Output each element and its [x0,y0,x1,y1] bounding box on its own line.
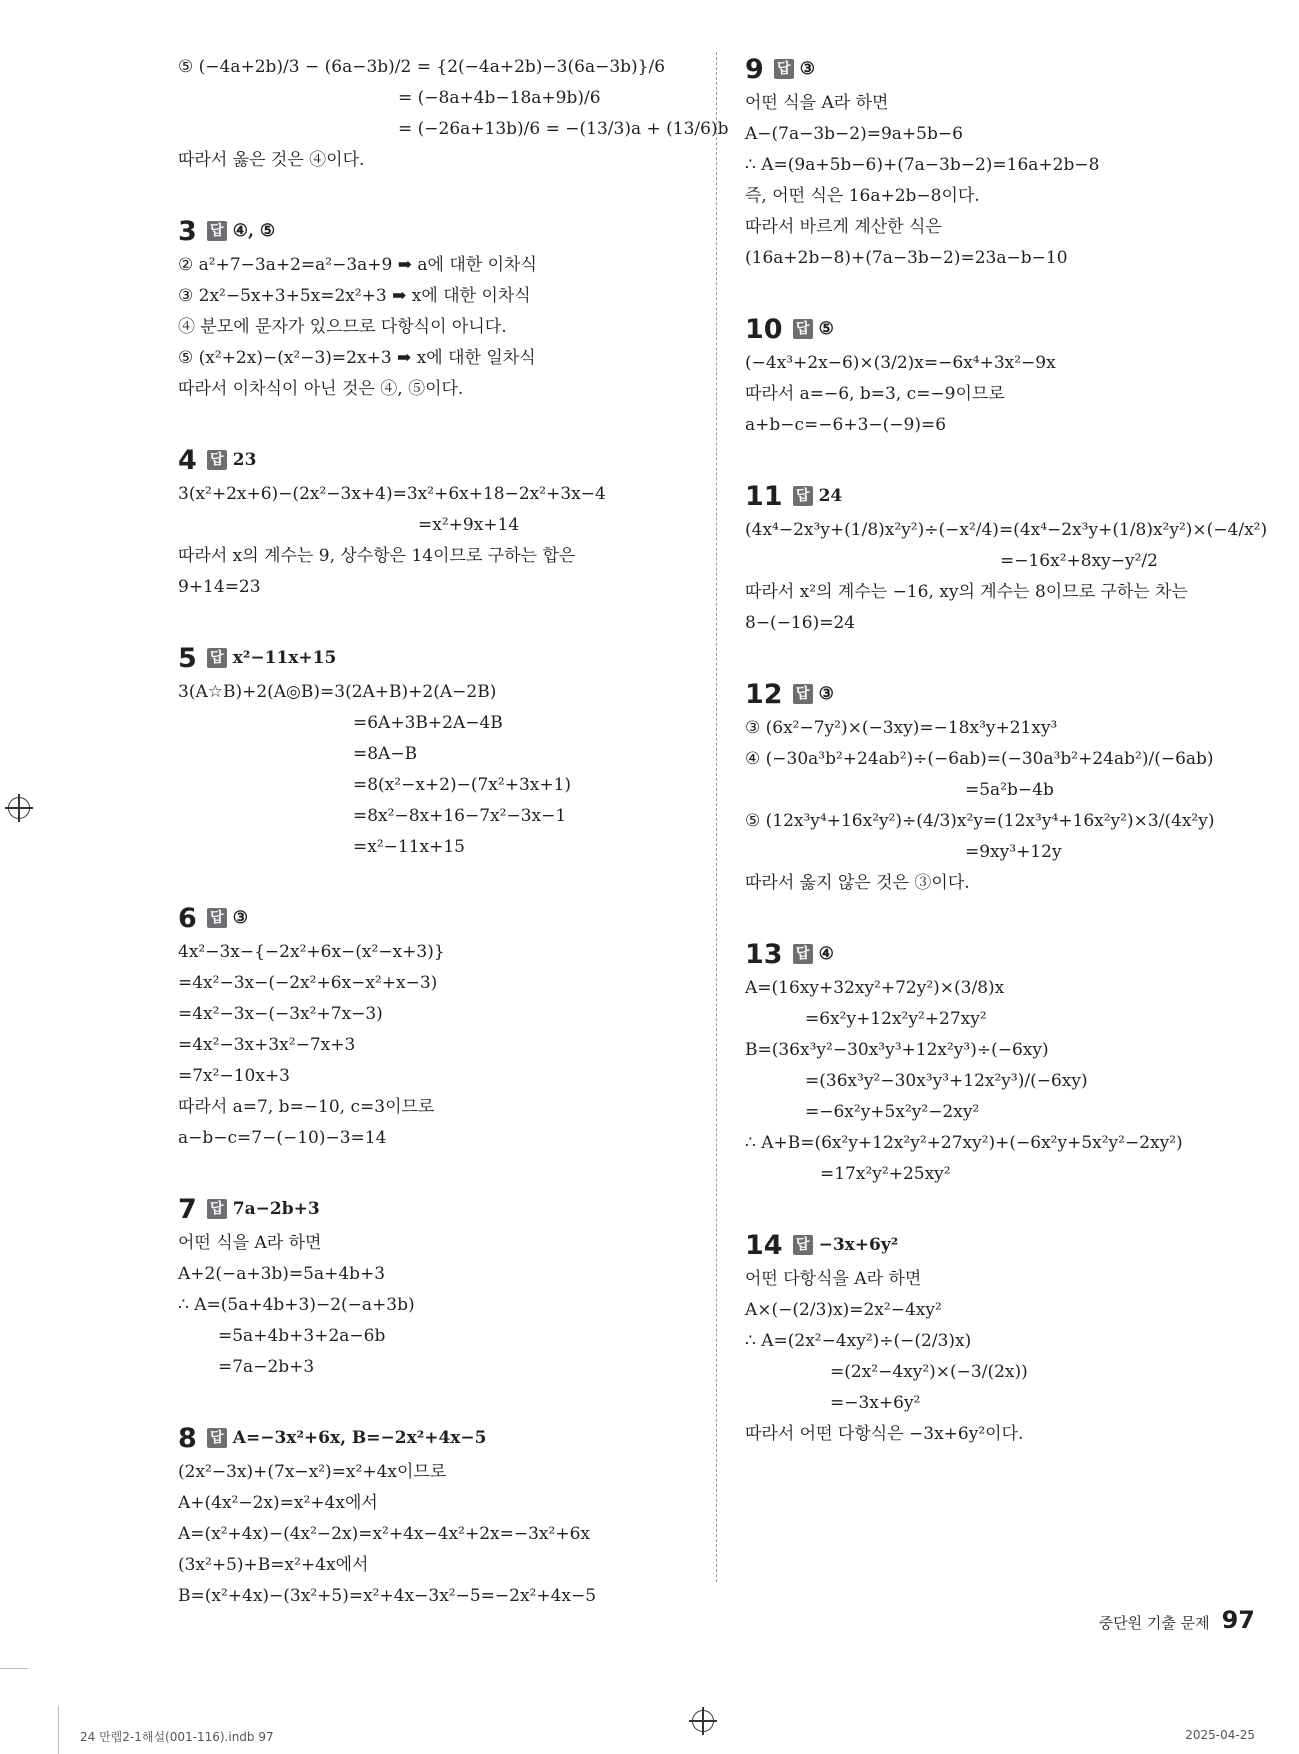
problem-number: 6 [178,902,197,934]
answer-badge: 답 [774,59,794,79]
problem-10 [745,312,1275,441]
page-number: 97 [1221,1606,1255,1634]
solution-line: 따라서 옳지 않은 것은 ③이다. [745,873,970,893]
answer-badge: 답 [793,319,813,339]
right-column [745,52,1275,1488]
solution-line: =5a+4b+3+2a−6b [218,1326,386,1346]
problem-number: 12 [745,678,783,710]
solution-line: 따라서 a=−6, b=3, c=−9이므로 [745,384,1005,404]
solution-line: =x²−11x+15 [353,837,465,857]
solution-line: ⑤ (x²+2x)−(x²−3)=2x+3 ➡ x에 대한 일차식 [178,348,536,368]
solution-line: =7a−2b+3 [218,1357,315,1377]
column-divider [716,52,717,1582]
answer-badge: 답 [793,684,813,704]
problem-header [745,1228,1275,1262]
solution-line: 따라서 a=7, b=−10, c=3이므로 [178,1097,435,1117]
problem-header [178,641,698,675]
print-slug-file: 24 만렙2-1해설(001-116).indb 97 [80,1730,274,1744]
solution-line: =−6x²y+5x²y²−2xy² [805,1102,980,1122]
solution-line: ∴ A=(9a+5b−6)+(7a−3b−2)=16a+2b−8 [745,155,1100,175]
answer-badge: 답 [793,944,813,964]
solution-line: =4x²−3x−(−2x²+6x−x²+x−3) [178,973,438,993]
solution-line: ∴ A=(5a+4b+3)−2(−a+3b) [178,1295,415,1315]
problem-header [745,479,1275,513]
answer-text: ④ [818,944,834,964]
solution-line: ∴ A=(2x²−4xy²)÷(−(2/3)x) [745,1331,972,1351]
solution-line: =6x²y+12x²y²+27xy² [805,1009,987,1029]
solution-line: 따라서 바르게 계산한 식은 [745,217,942,237]
problem-header [745,312,1275,346]
solution-line: =4x²−3x−(−3x²+7x−3) [178,1004,383,1024]
problem-5 [178,641,698,863]
solution-line: ③ 2x²−5x+3+5x=2x²+3 ➡ x에 대한 이차식 [178,286,531,306]
problem-number: 7 [178,1193,197,1225]
problem-number: 10 [745,313,783,345]
problem-header [178,1192,698,1226]
problem-11 [745,479,1275,639]
solution-line: =6A+3B+2A−4B [353,713,503,733]
solution-line: =5a²b−4b [965,780,1054,800]
solution-line: A+(4x²−2x)=x²+4x에서 [178,1493,378,1513]
solution-line: 8−(−16)=24 [745,613,856,633]
problem-4 [178,443,698,603]
solution-line: = (−8a+4b−18a+9b)/6 [398,88,601,108]
solution-line: 따라서 옳은 것은 ④이다. [178,150,365,170]
answer-text: x²−11x+15 [232,648,337,668]
solution-line: ④ 분모에 문자가 있으므로 다항식이 아니다. [178,317,507,337]
solution-line: A×(−(2/3)x)=2x²−4xy² [745,1300,942,1320]
solution-line: 4x²−3x−{−2x²+6x−(x²−x+3)} [178,942,445,962]
solution-line: (3x²+5)+B=x²+4x에서 [178,1555,369,1575]
problem-header [178,214,698,248]
solution-line: a+b−c=−6+3−(−9)=6 [745,415,947,435]
problem-3 [178,214,698,405]
solution-line: A+2(−a+3b)=5a+4b+3 [178,1264,386,1284]
problem-number: 8 [178,1422,197,1454]
solution-line: =8A−B [353,744,418,764]
solution-line: =−3x+6y² [830,1393,921,1413]
answer-badge: 답 [793,486,813,506]
solution-line: 따라서 이차식이 아닌 것은 ④, ⑤이다. [178,379,464,399]
problem-13 [745,937,1275,1190]
problem-number: 9 [745,53,764,85]
problem-number: 3 [178,215,197,247]
solution-line: (2x²−3x)+(7x−x²)=x²+4x이므로 [178,1462,447,1482]
problem-number: 14 [745,1229,783,1261]
solution-line: = (−26a+13b)/6 = −(13/3)a + (13/6)b [398,119,729,139]
answer-badge: 답 [207,648,227,668]
problem-header [745,52,1275,86]
solution-line: B=(x²+4x)−(3x²+5)=x²+4x−3x²−5=−2x²+4x−5 [178,1586,597,1606]
problem-7 [178,1192,698,1383]
answer-text: 7a−2b+3 [232,1199,320,1219]
crop-mark-bottom [58,1706,59,1754]
problem-14 [745,1228,1275,1450]
solution-line: =−16x²+8xy−y²/2 [1000,551,1158,571]
solution-line: A=(16xy+32xy²+72y²)×(3/8)x [745,978,1005,998]
answer-badge: 답 [207,908,227,928]
solution-line: 따라서 x의 계수는 9, 상수항은 14이므로 구하는 합은 [178,546,576,566]
solution-line: 3(x²+2x+6)−(2x²−3x+4)=3x²+6x+18−2x²+3x−4 [178,484,606,504]
answer-text: A=−3x²+6x, B=−2x²+4x−5 [232,1428,487,1448]
solution-line: 9+14=23 [178,577,261,597]
left-column [178,52,729,1650]
problem-number: 13 [745,938,783,970]
problem-number: 11 [745,480,783,512]
problem-9 [745,52,1275,274]
answer-text: ③ [818,684,834,704]
problem-header [178,1421,698,1455]
solution-line: 3(A☆B)+2(A◎B)=3(2A+B)+2(A−2B) [178,682,497,702]
solution-line: =9xy³+12y [965,842,1062,862]
crop-mark-left [0,1668,28,1669]
solution-line: A−(7a−3b−2)=9a+5b−6 [745,124,963,144]
solution-line: ⑤ (12x³y⁴+16x²y²)÷(4/3)x²y=(12x³y⁴+16x²y²)×3/(4x²y) [745,811,1215,831]
answer-badge: 답 [207,221,227,241]
answer-badge: 답 [207,1199,227,1219]
solution-line: 어떤 식을 A라 하면 [745,93,889,113]
answer-text: 24 [818,486,843,506]
problem-6 [178,901,698,1154]
solution-line: B=(36x³y²−30x³y³+12x²y³)÷(−6xy) [745,1040,1049,1060]
problem-header [745,677,1275,711]
problem-header [178,901,698,935]
problem-header [745,937,1275,971]
problem-header [178,443,698,477]
solution-line: =7x²−10x+3 [178,1066,290,1086]
answer-text: ③ [799,59,816,79]
solution-line: =17x²y²+25xy² [820,1164,951,1184]
registration-mark-left-icon [8,797,30,819]
registration-mark-bottom-icon [692,1710,714,1732]
answer-badge: 답 [207,1428,227,1448]
solution-line: ② a²+7−3a+2=a²−3a+9 ➡ a에 대한 이차식 [178,255,537,275]
solution-line: ③ (6x²−7y²)×(−3xy)=−18x³y+21xy³ [745,718,1058,738]
solution-line: 어떤 식을 A라 하면 [178,1233,322,1253]
solution-line: (−4x³+2x−6)×(3/2)x=−6x⁴+3x²−9x [745,353,1056,373]
solution-line: 따라서 x²의 계수는 −16, xy의 계수는 8이므로 구하는 차는 [745,582,1188,602]
solution-line: =8(x²−x+2)−(7x²+3x+1) [353,775,572,795]
answer-text: ③ [232,908,249,928]
solution-line: ④ (−30a³b²+24ab²)÷(−6ab)=(−30a³b²+24ab²)/(−6ab) [745,749,1214,769]
solution-line: ∴ A+B=(6x²y+12x²y²+27xy²)+(−6x²y+5x²y²−2xy²) [745,1133,1183,1153]
solution-line: 어떤 다항식을 A라 하면 [745,1269,922,1289]
solution-line: =(36x³y²−30x³y³+12x²y³)/(−6xy) [805,1071,1088,1091]
answer-badge: 답 [793,1235,813,1255]
problem-12 [745,677,1275,899]
solution-line: (4x⁴−2x³y+(1/8)x²y²)÷(−x²/4)=(4x⁴−2x³y+(1/8)x²y²)×(−4/x²) [745,520,1268,540]
problem-number: 4 [178,444,197,476]
answer-text: 23 [232,450,257,470]
solution-line: =x²+9x+14 [418,515,520,535]
answer-badge: 답 [207,450,227,470]
answer-text: ⑤ [818,319,834,339]
solution-line: a−b−c=7−(−10)−3=14 [178,1128,387,1148]
section-label: 중단원 기출 문제 [1098,1614,1210,1632]
answer-text: ④, ⑤ [232,221,276,241]
solution-line: =(2x²−4xy²)×(−3/(2x)) [830,1362,1028,1382]
solution-line: 즉, 어떤 식은 16a+2b−8이다. [745,186,980,206]
solution-line: 따라서 어떤 다항식은 −3x+6y²이다. [745,1424,1024,1444]
solution-line: =8x²−8x+16−7x²−3x−1 [353,806,567,826]
solution-line: =4x²−3x+3x²−7x+3 [178,1035,356,1055]
print-slug-date: 2025-04-25 [1185,1728,1255,1742]
problem-number: 5 [178,642,197,674]
problem-cont [178,52,729,176]
solution-line: ⑤ (−4a+2b)/3 − (6a−3b)/2 = {2(−4a+2b)−3(6a−3b)}/6 [178,57,666,77]
problem-8 [178,1421,698,1612]
solution-line: (16a+2b−8)+(7a−3b−2)=23a−b−10 [745,248,1068,268]
solution-line: A=(x²+4x)−(4x²−2x)=x²+4x−4x²+2x=−3x²+6x [178,1524,590,1544]
answer-text: −3x+6y² [818,1235,899,1255]
page-footer [1099,1606,1255,1634]
